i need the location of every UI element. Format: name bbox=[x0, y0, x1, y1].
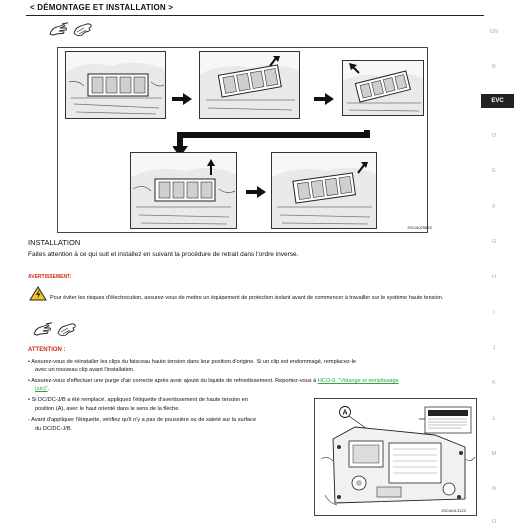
figure-photo-step-2 bbox=[199, 51, 300, 119]
attention-label: ATTENTION : bbox=[28, 347, 66, 353]
glove-icon bbox=[73, 22, 93, 38]
attention-bullet-2-text: • Assurez-vous d'effectuer une purge d'air correcte après avoir ajouté du liquide de refroidissement. Reportez-vous à bbox=[28, 378, 318, 384]
figure-photo-step-5 bbox=[271, 152, 377, 229]
arrow-right-icon bbox=[246, 186, 266, 198]
arrow-up-icon bbox=[207, 159, 215, 166]
attention-bullet-1-cont: avec un nouveau clip avant l'installation. bbox=[35, 367, 135, 373]
figure-photo-step-4 bbox=[130, 152, 237, 229]
installation-heading: INSTALLATION bbox=[28, 238, 81, 247]
attention-bullet-4: - Avant d'appliquer l'étiquette, vérifiez qu'il n'y a pas de poussière ou de saleté sur la surface bbox=[28, 417, 257, 423]
figure-code-bottom: JSCIA0131ZZ bbox=[441, 508, 467, 513]
side-tab-i[interactable]: I bbox=[493, 310, 495, 316]
arrow-right-icon bbox=[172, 93, 192, 105]
installation-text: Faites attention à ce qui suit et installez en suivant la procédure de retrait dans l'ordre inverse. bbox=[28, 251, 299, 258]
attention-bullet-2-cont bbox=[35, 385, 49, 394]
dcdc-junction-box-figure bbox=[314, 398, 477, 516]
reference-link-hco-9-cont[interactable]: (sic)" bbox=[35, 386, 48, 392]
side-tab-m[interactable]: M bbox=[491, 451, 497, 457]
attention-bullet-2 bbox=[28, 377, 399, 386]
warning-label: AVERTISSEMENT: bbox=[28, 274, 72, 280]
figure-photo-step-1 bbox=[65, 51, 166, 119]
hand-with-tool-icon bbox=[48, 22, 70, 38]
hand-with-tool-icon bbox=[32, 322, 54, 338]
side-tab-n[interactable]: N bbox=[492, 486, 496, 492]
side-tab-f[interactable]: F bbox=[492, 204, 496, 210]
removal-procedure-figure bbox=[57, 47, 428, 233]
attention-bullet-2-end: . bbox=[47, 386, 50, 392]
side-tab-e[interactable]: E bbox=[492, 168, 496, 174]
side-tab-evc-active[interactable]: EVC bbox=[481, 94, 514, 108]
warning-text: Pour éviter les risques d'électrocution, assurez-vous de mettre un équipement de protection isolant avant de commencer à travailler sur le système haute tension. bbox=[50, 295, 444, 301]
glove-icon bbox=[57, 322, 77, 338]
section-title: < DÉMONTAGE ET INSTALLATION > bbox=[30, 3, 174, 12]
tool-icons-top bbox=[48, 22, 93, 38]
callout-a-label: A bbox=[342, 409, 348, 417]
side-tab-k[interactable]: K bbox=[492, 380, 496, 386]
header-divider bbox=[26, 15, 484, 16]
arrow-right-icon bbox=[314, 93, 334, 105]
side-tab-d[interactable]: D bbox=[492, 133, 496, 139]
tool-icons-bottom bbox=[32, 322, 77, 338]
attention-bullet-3-cont: position (A), avec le haut orienté dans le sens de la flèche. bbox=[35, 406, 180, 412]
side-tab-gn[interactable]: GN bbox=[489, 29, 499, 35]
figure-code-top: JSCIA0258ZZ bbox=[407, 225, 433, 230]
side-tab-o[interactable]: O bbox=[491, 519, 497, 525]
side-tab-b[interactable]: B bbox=[492, 64, 496, 70]
reference-link-hco-9[interactable]: HCO-9, "Vidange et remplissage bbox=[317, 378, 399, 384]
figure-photo-step-3 bbox=[342, 60, 424, 116]
side-tab-l[interactable]: L bbox=[492, 416, 496, 422]
attention-bullet-3: • Si DC/DC-J/B a été remplacé, appliquez l'étiquette d'avertissement de haute tension en bbox=[28, 397, 248, 403]
attention-bullet-4-cont: du DC/DC-J/B. bbox=[35, 426, 72, 432]
side-tab-j[interactable]: J bbox=[492, 345, 496, 351]
side-tab-h[interactable]: H bbox=[492, 274, 496, 280]
attention-bullet-1: • Assurez-vous de réinstaller les clips du faisceau haute tension dans leur position d'origine. Si un clip est endommagé, remplacez-le bbox=[28, 359, 356, 365]
side-tab-g[interactable]: G bbox=[491, 239, 497, 245]
